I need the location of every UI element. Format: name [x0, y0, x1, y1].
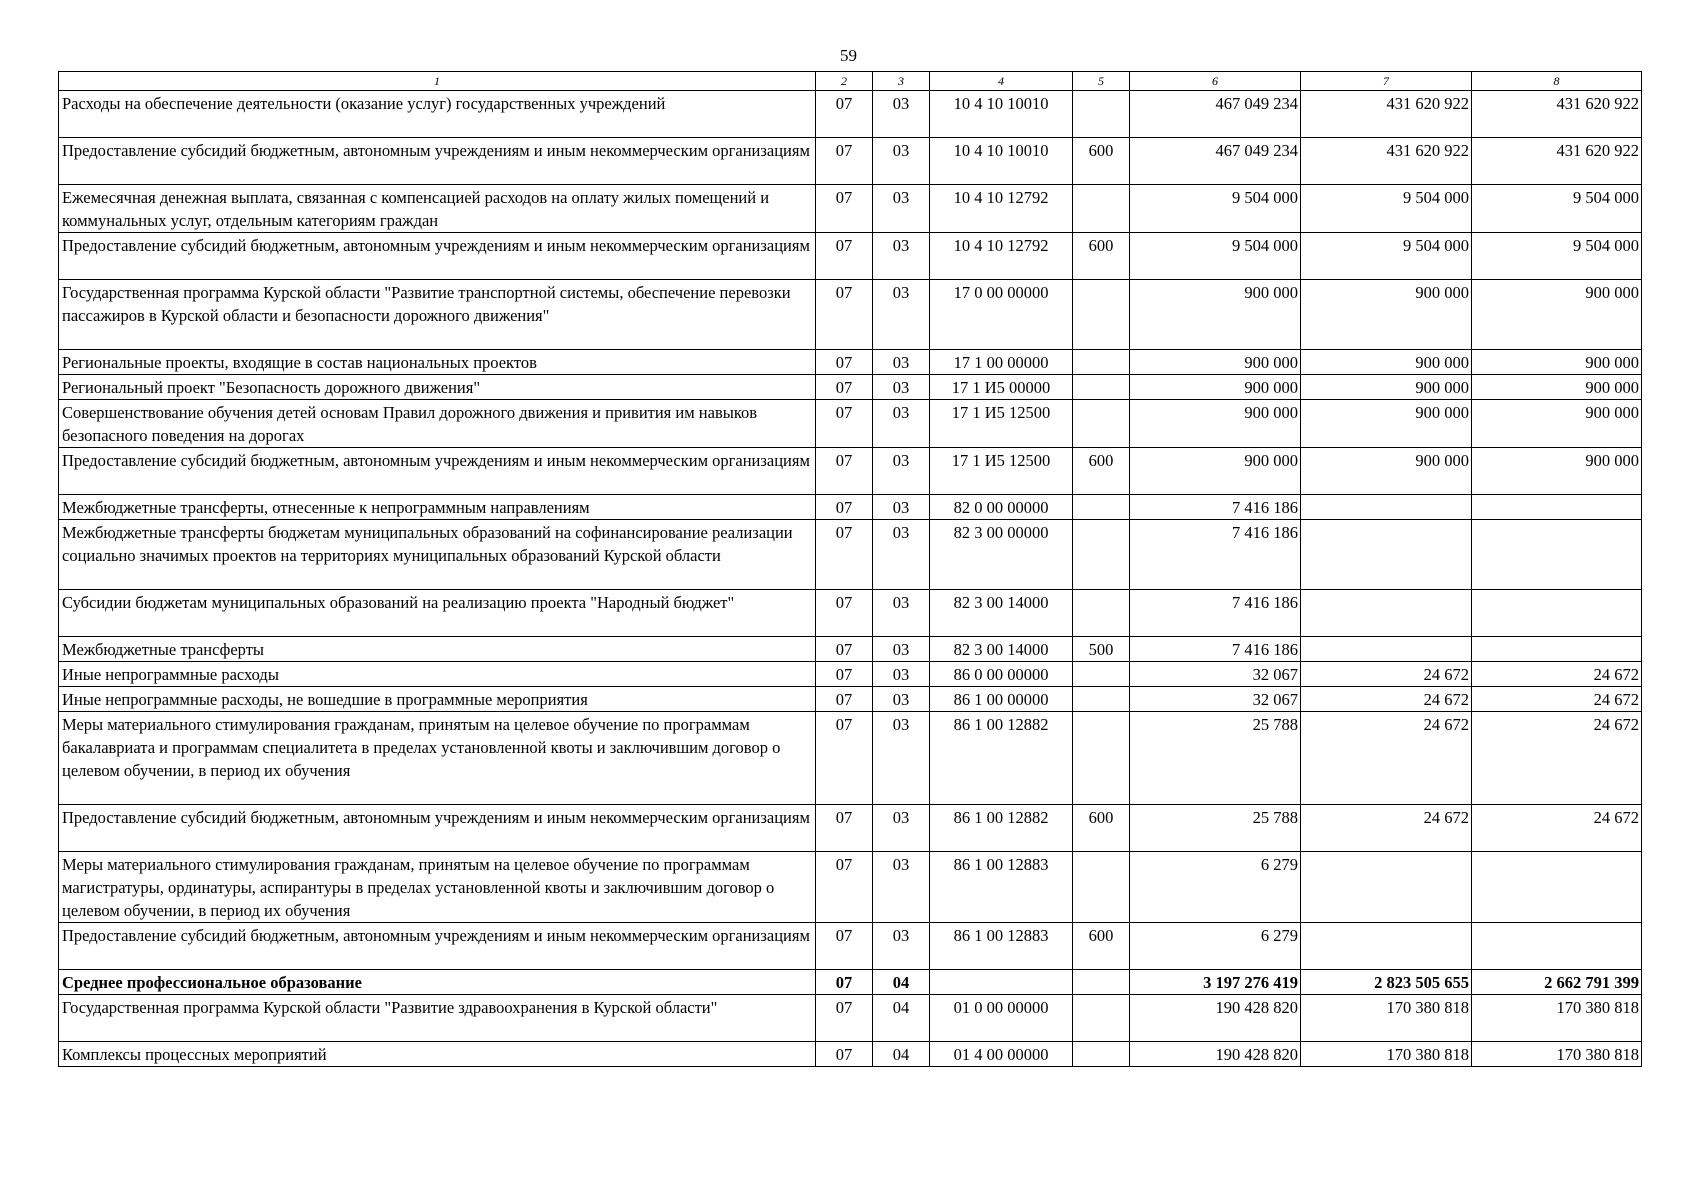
amount-col7-cell: 9 504 000 — [1301, 185, 1472, 233]
amount-col8-cell — [1472, 923, 1642, 970]
amount-col8-cell: 900 000 — [1472, 400, 1642, 448]
target-article-cell: 86 1 00 12883 — [930, 923, 1073, 970]
section-code-cell: 07 — [816, 448, 873, 495]
subsection-code-cell: 03 — [873, 852, 930, 923]
amount-col7-cell — [1301, 637, 1472, 662]
amount-col6-cell: 900 000 — [1130, 448, 1301, 495]
amount-col6-cell: 7 416 186 — [1130, 520, 1301, 590]
subsection-code-cell: 03 — [873, 400, 930, 448]
column-header: 3 — [873, 72, 930, 91]
row-name-cell: Иные непрограммные расходы — [59, 662, 816, 687]
section-code-cell: 07 — [816, 995, 873, 1042]
subsection-code-cell: 03 — [873, 185, 930, 233]
amount-col8-cell: 9 504 000 — [1472, 233, 1642, 280]
expense-type-cell: 600 — [1073, 805, 1130, 852]
subsection-code-cell: 03 — [873, 91, 930, 138]
amount-col6-cell: 25 788 — [1130, 712, 1301, 805]
subsection-code-cell: 03 — [873, 233, 930, 280]
subsection-code-cell: 03 — [873, 520, 930, 590]
amount-col7-cell: 24 672 — [1301, 687, 1472, 712]
amount-col8-cell: 2 662 791 399 — [1472, 970, 1642, 995]
row-name-cell: Государственная программа Курской области "Развитие здравоохранения в Курской области" — [59, 995, 816, 1042]
amount-col8-cell: 9 504 000 — [1472, 185, 1642, 233]
target-article-cell: 10 4 10 12792 — [930, 233, 1073, 280]
page-number: 59 — [840, 46, 857, 65]
target-article-cell: 17 1 00 00000 — [930, 350, 1073, 375]
row-name-cell: Комплексы процессных мероприятий — [59, 1042, 816, 1067]
amount-col7-cell — [1301, 852, 1472, 923]
amount-col7-cell: 9 504 000 — [1301, 233, 1472, 280]
subsection-code-cell: 04 — [873, 970, 930, 995]
amount-col8-cell: 900 000 — [1472, 375, 1642, 400]
table-row — [59, 712, 1642, 805]
row-name-cell: Ежемесячная денежная выплата, связанная с компенсацией расходов на оплату жилых помещений и коммунальных услуг, отдельным категориям граждан — [59, 185, 816, 233]
subsection-code-cell: 03 — [873, 662, 930, 687]
amount-col8-cell: 431 620 922 — [1472, 138, 1642, 185]
section-code-cell: 07 — [816, 138, 873, 185]
amount-col7-cell: 900 000 — [1301, 448, 1472, 495]
expense-type-cell: 600 — [1073, 233, 1130, 280]
amount-col8-cell: 24 672 — [1472, 687, 1642, 712]
amount-col6-cell: 3 197 276 419 — [1130, 970, 1301, 995]
amount-col6-cell: 6 279 — [1130, 923, 1301, 970]
amount-col6-cell: 900 000 — [1130, 400, 1301, 448]
row-name-cell: Расходы на обеспечение деятельности (оказание услуг) государственных учреждений — [59, 91, 816, 138]
amount-col7-cell: 24 672 — [1301, 805, 1472, 852]
target-article-cell: 17 1 И5 00000 — [930, 375, 1073, 400]
row-name-cell: Предоставление субсидий бюджетным, автономным учреждениям и иным некоммерческим организациям — [59, 233, 816, 280]
amount-col6-cell: 467 049 234 — [1130, 138, 1301, 185]
amount-col8-cell: 900 000 — [1472, 280, 1642, 350]
amount-col8-cell: 900 000 — [1472, 350, 1642, 375]
column-header: 7 — [1301, 72, 1472, 91]
amount-col7-cell: 2 823 505 655 — [1301, 970, 1472, 995]
table-row — [59, 280, 1642, 350]
section-code-cell: 07 — [816, 852, 873, 923]
target-article-cell: 10 4 10 10010 — [930, 138, 1073, 185]
amount-col6-cell: 467 049 234 — [1130, 91, 1301, 138]
target-article-cell: 01 4 00 00000 — [930, 1042, 1073, 1067]
amount-col7-cell — [1301, 520, 1472, 590]
subsection-code-cell: 04 — [873, 1042, 930, 1067]
table-row — [59, 350, 1642, 375]
amount-col6-cell: 25 788 — [1130, 805, 1301, 852]
section-code-cell: 07 — [816, 495, 873, 520]
subsection-code-cell: 03 — [873, 923, 930, 970]
table-row — [59, 138, 1642, 185]
expense-type-cell — [1073, 91, 1130, 138]
subsection-code-cell: 03 — [873, 637, 930, 662]
expense-type-cell — [1073, 970, 1130, 995]
column-header: 4 — [930, 72, 1073, 91]
table-row — [59, 970, 1642, 995]
amount-col7-cell: 900 000 — [1301, 280, 1472, 350]
amount-col6-cell: 32 067 — [1130, 662, 1301, 687]
column-header: 8 — [1472, 72, 1642, 91]
target-article-cell: 82 3 00 00000 — [930, 520, 1073, 590]
budget-table — [58, 71, 1642, 1067]
amount-col7-cell: 431 620 922 — [1301, 91, 1472, 138]
column-header: 6 — [1130, 72, 1301, 91]
subsection-code-cell: 03 — [873, 712, 930, 805]
amount-col6-cell: 32 067 — [1130, 687, 1301, 712]
table-row — [59, 590, 1642, 637]
expense-type-cell — [1073, 852, 1130, 923]
table-row — [59, 400, 1642, 448]
subsection-code-cell: 03 — [873, 138, 930, 185]
amount-col8-cell — [1472, 637, 1642, 662]
table-row — [59, 852, 1642, 923]
expense-type-cell — [1073, 375, 1130, 400]
amount-col7-cell: 170 380 818 — [1301, 995, 1472, 1042]
amount-col6-cell: 900 000 — [1130, 350, 1301, 375]
amount-col7-cell: 24 672 — [1301, 662, 1472, 687]
subsection-code-cell: 03 — [873, 350, 930, 375]
target-article-cell: 17 0 00 00000 — [930, 280, 1073, 350]
subsection-code-cell: 04 — [873, 995, 930, 1042]
expense-type-cell — [1073, 712, 1130, 805]
section-code-cell: 07 — [816, 662, 873, 687]
row-name-cell: Государственная программа Курской области "Развитие транспортной системы, обеспечение перевозки пассажиров в Курской области и безопасности дорожного движения" — [59, 280, 816, 350]
row-name-cell: Предоставление субсидий бюджетным, автономным учреждениям и иным некоммерческим организациям — [59, 138, 816, 185]
target-article-cell: 10 4 10 10010 — [930, 91, 1073, 138]
subsection-code-cell: 03 — [873, 280, 930, 350]
section-code-cell: 07 — [816, 400, 873, 448]
section-code-cell: 07 — [816, 280, 873, 350]
expense-type-cell — [1073, 350, 1130, 375]
expense-type-cell — [1073, 400, 1130, 448]
column-header: 5 — [1073, 72, 1130, 91]
table-row — [59, 233, 1642, 280]
table-row — [59, 637, 1642, 662]
amount-col7-cell: 170 380 818 — [1301, 1042, 1472, 1067]
subsection-code-cell: 03 — [873, 448, 930, 495]
amount-col6-cell: 7 416 186 — [1130, 495, 1301, 520]
amount-col7-cell — [1301, 590, 1472, 637]
section-code-cell: 07 — [816, 590, 873, 637]
section-code-cell: 07 — [816, 350, 873, 375]
row-name-cell: Предоставление субсидий бюджетным, автономным учреждениям и иным некоммерческим организациям — [59, 805, 816, 852]
expense-type-cell — [1073, 280, 1130, 350]
expense-type-cell — [1073, 495, 1130, 520]
table-body — [59, 91, 1642, 1067]
table-row — [59, 91, 1642, 138]
target-article-cell: 10 4 10 12792 — [930, 185, 1073, 233]
subsection-code-cell: 03 — [873, 495, 930, 520]
amount-col6-cell: 190 428 820 — [1130, 995, 1301, 1042]
target-article-cell: 86 1 00 12882 — [930, 712, 1073, 805]
expense-type-cell — [1073, 185, 1130, 233]
table-row — [59, 995, 1642, 1042]
target-article-cell — [930, 970, 1073, 995]
target-article-cell: 86 1 00 00000 — [930, 687, 1073, 712]
amount-col6-cell: 6 279 — [1130, 852, 1301, 923]
section-code-cell: 07 — [816, 637, 873, 662]
table-row — [59, 1042, 1642, 1067]
amount-col8-cell: 170 380 818 — [1472, 1042, 1642, 1067]
amount-col6-cell: 9 504 000 — [1130, 233, 1301, 280]
expense-type-cell — [1073, 687, 1130, 712]
row-name-cell: Региональный проект "Безопасность дорожного движения" — [59, 375, 816, 400]
section-code-cell: 07 — [816, 1042, 873, 1067]
amount-col6-cell: 900 000 — [1130, 280, 1301, 350]
section-code-cell: 07 — [816, 687, 873, 712]
column-header: 1 — [59, 72, 816, 91]
section-code-cell: 07 — [816, 923, 873, 970]
row-name-cell: Предоставление субсидий бюджетным, автономным учреждениям и иным некоммерческим организациям — [59, 923, 816, 970]
amount-col6-cell: 9 504 000 — [1130, 185, 1301, 233]
target-article-cell: 82 0 00 00000 — [930, 495, 1073, 520]
table-row — [59, 185, 1642, 233]
subsection-code-cell: 03 — [873, 805, 930, 852]
amount-col8-cell — [1472, 590, 1642, 637]
amount-col8-cell: 170 380 818 — [1472, 995, 1642, 1042]
target-article-cell: 17 1 И5 12500 — [930, 448, 1073, 495]
row-name-cell: Меры материального стимулирования гражданам, принятым на целевое обучение по программам магистратуры, ординатуры, аспирантуры в пределах установленной квоты и заключившим договор о целевом обучении, в период их обучения — [59, 852, 816, 923]
table-row — [59, 687, 1642, 712]
row-name-cell: Иные непрограммные расходы, не вошедшие в программные мероприятия — [59, 687, 816, 712]
row-name-cell: Межбюджетные трансферты бюджетам муниципальных образований на софинансирование реализации социально значимых проектов на территориях муниципальных образований Курской области — [59, 520, 816, 590]
row-name-cell: Совершенствование обучения детей основам Правил дорожного движения и привития им навыков безопасного поведения на дорогах — [59, 400, 816, 448]
amount-col6-cell: 7 416 186 — [1130, 590, 1301, 637]
amount-col7-cell — [1301, 495, 1472, 520]
subsection-code-cell: 03 — [873, 375, 930, 400]
amount-col6-cell: 900 000 — [1130, 375, 1301, 400]
table-row — [59, 923, 1642, 970]
amount-col7-cell: 24 672 — [1301, 712, 1472, 805]
section-code-cell: 07 — [816, 520, 873, 590]
amount-col7-cell — [1301, 923, 1472, 970]
row-name-cell: Межбюджетные трансферты, отнесенные к непрограммным направлениям — [59, 495, 816, 520]
table-row — [59, 662, 1642, 687]
expense-type-cell — [1073, 590, 1130, 637]
row-name-cell: Субсидии бюджетам муниципальных образований на реализацию проекта "Народный бюджет" — [59, 590, 816, 637]
amount-col7-cell: 900 000 — [1301, 375, 1472, 400]
section-code-cell: 07 — [816, 805, 873, 852]
target-article-cell: 01 0 00 00000 — [930, 995, 1073, 1042]
table-row — [59, 805, 1642, 852]
amount-col6-cell: 190 428 820 — [1130, 1042, 1301, 1067]
expense-type-cell — [1073, 662, 1130, 687]
section-code-cell: 07 — [816, 91, 873, 138]
row-name-cell: Среднее профессиональное образование — [59, 970, 816, 995]
row-name-cell: Региональные проекты, входящие в состав национальных проектов — [59, 350, 816, 375]
amount-col7-cell: 900 000 — [1301, 400, 1472, 448]
row-name-cell: Предоставление субсидий бюджетным, автономным учреждениям и иным некоммерческим организациям — [59, 448, 816, 495]
amount-col6-cell: 7 416 186 — [1130, 637, 1301, 662]
amount-col8-cell: 24 672 — [1472, 805, 1642, 852]
target-article-cell: 17 1 И5 12500 — [930, 400, 1073, 448]
expense-type-cell: 500 — [1073, 637, 1130, 662]
column-header: 2 — [816, 72, 873, 91]
expense-type-cell — [1073, 520, 1130, 590]
amount-col7-cell: 431 620 922 — [1301, 138, 1472, 185]
amount-col8-cell — [1472, 852, 1642, 923]
amount-col8-cell: 431 620 922 — [1472, 91, 1642, 138]
expense-type-cell — [1073, 1042, 1130, 1067]
amount-col7-cell: 900 000 — [1301, 350, 1472, 375]
amount-col8-cell — [1472, 495, 1642, 520]
target-article-cell: 82 3 00 14000 — [930, 637, 1073, 662]
table-row — [59, 495, 1642, 520]
row-name-cell: Меры материального стимулирования гражданам, принятым на целевое обучение по программам бакалавриата и программам специалитета в пределах установленной квоты и заключившим договор о целевом обучении, в период их обучения — [59, 712, 816, 805]
target-article-cell: 86 1 00 12882 — [930, 805, 1073, 852]
table-row — [59, 520, 1642, 590]
expense-type-cell: 600 — [1073, 923, 1130, 970]
section-code-cell: 07 — [816, 375, 873, 400]
subsection-code-cell: 03 — [873, 590, 930, 637]
expense-type-cell: 600 — [1073, 138, 1130, 185]
target-article-cell: 86 0 00 00000 — [930, 662, 1073, 687]
amount-col8-cell — [1472, 520, 1642, 590]
amount-col8-cell: 24 672 — [1472, 662, 1642, 687]
amount-col8-cell: 900 000 — [1472, 448, 1642, 495]
section-code-cell: 07 — [816, 185, 873, 233]
expense-type-cell: 600 — [1073, 448, 1130, 495]
section-code-cell: 07 — [816, 233, 873, 280]
target-article-cell: 82 3 00 14000 — [930, 590, 1073, 637]
target-article-cell: 86 1 00 12883 — [930, 852, 1073, 923]
amount-col8-cell: 24 672 — [1472, 712, 1642, 805]
section-code-cell: 07 — [816, 970, 873, 995]
subsection-code-cell: 03 — [873, 687, 930, 712]
row-name-cell: Межбюджетные трансферты — [59, 637, 816, 662]
table-row — [59, 448, 1642, 495]
table-row — [59, 375, 1642, 400]
expense-type-cell — [1073, 995, 1130, 1042]
column-number-row — [59, 72, 1642, 91]
section-code-cell: 07 — [816, 712, 873, 805]
